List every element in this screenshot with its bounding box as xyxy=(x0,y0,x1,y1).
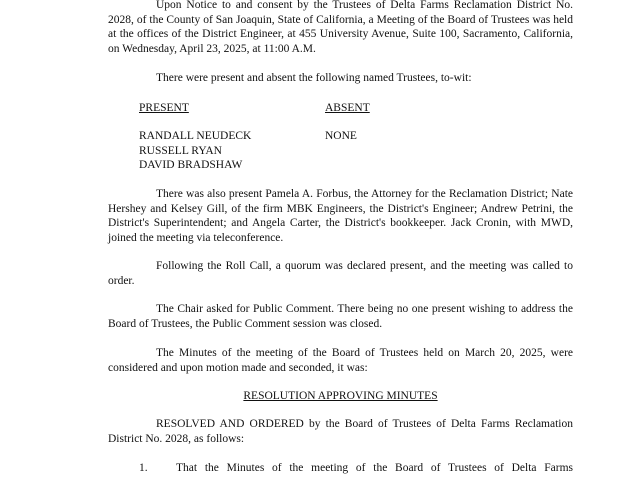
item-number: 1. xyxy=(139,462,148,474)
absent-trustee: NONE xyxy=(325,130,357,142)
item-text: That the Minutes of the meeting of the Board of Trustees of Delta Farms xyxy=(176,462,573,474)
present-heading: PRESENT xyxy=(139,102,189,114)
minutes-paragraph: The Minutes of the meeting of the Board of Trustees held on March 20, 2025, were considered and upon motion made and seconded, it was: xyxy=(108,347,573,374)
public-comment-paragraph: The Chair asked for Public Comment. There being no one present wishing to address the Board of Trustees, the Public Comment session was closed. xyxy=(108,303,573,330)
also-present-paragraph: There was also present Pamela A. Forbus, the Attorney for the Reclamation District; Nate Hershey and Kelsey Gill, of the firm MBK Engineers, the District's Engineer; Andrew Petrini, the District's Superintendent; and Angela Carter, the District's bookkeeper. Jack Cronin, with MWD, joined the meeting via teleconference. xyxy=(108,188,573,244)
quorum-paragraph: Following the Roll Call, a quorum was declared present, and the meeting was called to order. xyxy=(108,260,573,287)
present-trustee: RANDALL NEUDECK xyxy=(139,130,252,142)
present-trustee: RUSSELL RYAN xyxy=(139,144,222,157)
present-trustee: DAVID BRADSHAW xyxy=(139,159,243,171)
resolved-paragraph: RESOLVED AND ORDERED by the Board of Trustees of Delta Farms Reclamation District No. 2028, as follows: xyxy=(108,418,573,445)
absent-heading: ABSENT xyxy=(325,102,370,114)
roll-call-intro: There were present and absent the following named Trustees, to-wit: xyxy=(156,72,472,84)
resolution-title: RESOLUTION APPROVING MINUTES xyxy=(243,390,438,402)
intro-paragraph: Upon Notice to and consent by the Trustees of Delta Farms Reclamation District No. 2028, of the County of San Joaquin, State of California, a Meeting of the Board of Trustees was held at the offices of the District Engineer, at 455 University Avenue, Suite 100, Sacramento, California, on Wednesday, April 23, 2025, at 11:00 A.M. xyxy=(108,0,573,55)
present-list xyxy=(139,129,251,173)
absent-list xyxy=(325,129,357,144)
